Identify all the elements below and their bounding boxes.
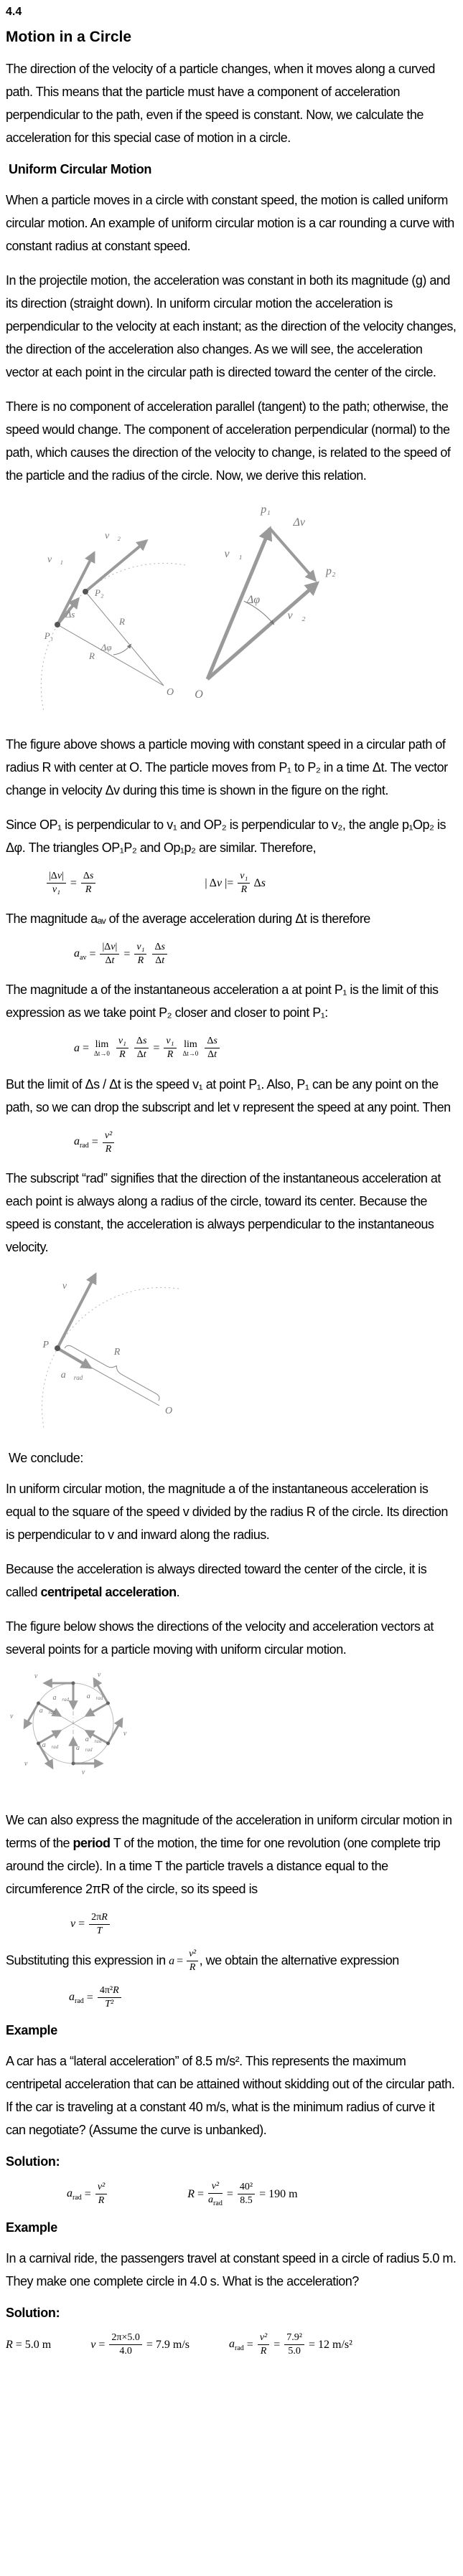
equation-row-limit — [6, 1036, 457, 1061]
velocity-vector — [24, 1703, 39, 1728]
circle-arc-dashed — [42, 1287, 179, 1428]
vector-v2 — [207, 583, 317, 679]
acceleration-vector — [86, 1703, 108, 1716]
paragraph-instantaneous-acceleration: The magnitude a of the instantaneous acceleration a at point P₁ is the limit of this expression as we take point P₂ closer and closer to point P₁: — [6, 982, 439, 1021]
equation-dv-ratio: $\frac{|\Delta v|}{\text{v₁}}$ = $\frac{\Delta s}{R}$ — [45, 871, 97, 896]
figure-radial-acceleration — [6, 1266, 457, 1438]
label-v: v⃗ — [97, 1670, 107, 1679]
equation-row-dv — [6, 871, 457, 896]
label-point-p1: p₁ — [261, 503, 271, 516]
label-center-O: O — [167, 687, 174, 698]
particle-dot — [106, 1701, 110, 1705]
paragraph-period — [6, 1809, 457, 1900]
equation-solution2-speed: v = $\frac{2\pi\times 5.0}{4.0}$ = 7.9 m/s — [90, 2332, 190, 2357]
paragraph-projectile-comparison: In the projectile motion, the acceleration was constant in both its magnitude (g) and its direction (straight down). In uniform circular motion the acceleration is perpendicular to the velocity at each instant; as the direction of the velocity changes, the direction of the acceleration also changes. As we will see, the acceleration vector at each point in the circular path is directed toward the center of the circle. — [6, 273, 457, 379]
label-point-P: P — [42, 1339, 49, 1350]
equation-centripetal-acceleration: $a_{rad}$ = $\frac{\text{v²}}{R}$ — [74, 1130, 116, 1155]
label-a-rad: $a⃗_{rad}$ — [85, 1735, 102, 1744]
label-v: v⃗ — [34, 1672, 44, 1680]
equation-row-solution-2 — [6, 2332, 457, 2357]
period-text-before: We can also express the magnitude of the acceleration in uniform circular motion in terms of the — [6, 1812, 452, 1850]
paragraph-average-acceleration: The magnitude aₐᵥ of the average acceleration during Δt is therefore — [6, 911, 370, 927]
inline-equation-a-v2R: a = $\frac{\text{v²}}{R}$ — [169, 1948, 199, 1974]
label-a-rad: $a⃗_{rad}$ — [42, 1741, 59, 1750]
label-v: v⃗ — [9, 1712, 19, 1720]
label-radius-R: R — [113, 1346, 121, 1358]
diagram-circular-path — [41, 531, 185, 711]
label-v1-vector: v⃗₁ — [47, 554, 63, 565]
particle-dot — [37, 1741, 40, 1745]
page-title: Motion in a Circle — [6, 29, 132, 45]
label-angle-dphi: Δφ — [246, 594, 261, 606]
point-lower-left — [24, 1730, 60, 1768]
equation-row-speed-period — [6, 1912, 457, 1937]
label-v: v⃗ — [123, 1729, 133, 1738]
equation-solution2-acceleration: $a_{rad}$ = $\frac{\text{v²}}{R}$ = $\frac{\text{7.9²}}{5.0}$ = 12 m/s² — [229, 2332, 352, 2357]
label-point-p2: p₂ — [326, 565, 336, 577]
paragraph-example-1: A car has a “lateral acceleration” of 8.5 m/s². This represents the maximum centripetal acceleration that can be attained without skidding out of the circular path. If the car is traveling at a constant 40 m/s, what is the minimum radius of curve it can negotiate? (Assume the curve is unbanked). — [6, 2054, 455, 2138]
paragraph-substituting — [6, 1948, 457, 1974]
equation-arad-period: $a_{rad}$ = $\frac{\text{4π²R}}{\text{T²}}$ — [69, 1985, 123, 2010]
heading-solution-2: Solution: — [6, 2306, 60, 2321]
diagram-vector-triangle — [195, 503, 336, 701]
radius-line-OP2 — [85, 592, 164, 686]
label-a-rad: $a⃗_{rad}$ — [60, 1369, 83, 1381]
paragraph-example-2: In a carnival ride, the passengers travel at constant speed in a circle of radius 5.0 m. They make one complete circle in 4.0 s. What is the acceleration? — [6, 2251, 457, 2289]
label-velocity-v: v⃗ — [62, 1280, 75, 1292]
paragraph-limit-speed: But the limit of Δs / Δt is the speed v₁ at point P₁. Also, P₁ can be any point on the path, so we can drop the subscript and let v represent the speed at any point. Then — [6, 1076, 451, 1114]
paragraph-rad-subscript: The subscript “rad” signifies that the direction of the instantaneous acceleration at each point is always along a radius of the circle, toward its center. Because the speed is constant, the acceleration is always perpendicular to the instantaneous velocity. — [6, 1170, 441, 1254]
figure-vectors-around-circle — [6, 1668, 457, 1797]
particle-dot — [72, 1681, 75, 1685]
label-a-rad: $a⃗_{rad}$ — [39, 1706, 56, 1715]
substituting-text-after: , we obtain the alternative expression — [199, 1953, 399, 1968]
equation-row-solution-1 — [6, 2181, 457, 2207]
centripetal-text-after: . — [176, 1584, 180, 1599]
equation-row-arad — [6, 1130, 457, 1155]
vector-dv — [270, 529, 315, 580]
figure-velocity-change — [6, 494, 457, 721]
equation-row-arad-period — [6, 1985, 457, 2010]
label-v2-vector: v⃗₂ — [105, 531, 121, 541]
particle-dot — [37, 1701, 40, 1705]
label-origin-O: O — [195, 688, 203, 701]
label-a-rad: $a⃗_{rad}$ — [86, 1692, 103, 1701]
point-upper-right — [86, 1671, 110, 1716]
label-v1: v⃗₁ — [224, 548, 243, 560]
angle-arc-arrow — [113, 645, 131, 655]
figure-velocity-change-svg — [6, 494, 436, 718]
label-radius-upper: R — [119, 616, 125, 627]
label-point-P1: P₁ — [44, 630, 54, 641]
label-point-P2: P₂ — [95, 587, 104, 598]
substituting-text-before: Substituting this expression in — [6, 1953, 169, 1968]
paragraph-figure-below: The figure below shows the directions of the velocity and acceleration vectors at several points for a particle moving with uniform circular motion. — [6, 1619, 434, 1657]
label-radius-lower: R — [89, 650, 95, 661]
equation-dv-magnitude: | Δ v |= $\frac{\text{v₁}}{R}$ Δ s — [205, 871, 266, 896]
heading-uniform-circular-motion: Uniform Circular Motion — [9, 162, 152, 176]
point-upper-left — [10, 1701, 60, 1728]
equation-solution2-radius: R = 5.0 m — [6, 2338, 52, 2351]
label-v: v⃗ — [81, 1768, 91, 1776]
label-v: v⃗ — [24, 1759, 34, 1768]
label-v2: v⃗₂ — [287, 610, 306, 622]
radial-acceleration-vector — [57, 1348, 90, 1368]
radius-line-OP1 — [57, 625, 164, 686]
paragraph-ucm-definition: When a particle moves in a circle with constant speed, the motion is called uniform circular motion. An example of uniform circular motion is a car rounding a curve with constant radius at constant speed. — [6, 193, 454, 253]
heading-solution-1: Solution: — [6, 2154, 60, 2169]
heading-example-2: Example — [6, 2220, 57, 2235]
circle-arc-dashed — [41, 563, 185, 711]
label-a-rad: $a⃗_{rad}$ — [76, 1743, 93, 1753]
equation-average-acceleration: $a_{av}$ = $\frac{|\Delta v|}{\Delta t}$ = $\frac{\text{v₁}}{R}$ $\frac{\Delta s}{\Delta t}$ — [74, 942, 169, 967]
period-text-after: T of the motion, the time for one revolution (one complete trip around the circle). In a time T the particle travels a distance equal to the circumference 2πR of the circle, so its speed is — [6, 1835, 441, 1896]
equation-limit: a = lim Δt→0 $\frac{\text{v₁}}{R}$ $\frac{\Delta s}{\Delta t}$ = $\frac{\text{v₁}}{R}$ lim Δt→0 $\frac{\Delta s}{\Delta t}$ — [74, 1036, 221, 1061]
point-P1-dot — [55, 622, 60, 628]
paragraph-no-parallel-component: There is no component of acceleration parallel (tangent) to the path; otherwise, the speed would change. The component of acceleration perpendicular (normal) to the path, which causes the direction of the velocity to change, is related to the speed of the particle and the radius of the circle. Now, we derive this relation. — [6, 399, 451, 483]
centripetal-text-before: Because the acceleration is always directed toward the center of the circle, it is called — [6, 1561, 427, 1599]
figure-vectors-around-circle-svg — [6, 1668, 171, 1794]
conclude-lead: We conclude: — [9, 1450, 83, 1465]
centripetal-term-bold: centripetal acceleration — [40, 1584, 177, 1599]
paragraph-figure-description: The figure above shows a particle moving with constant speed in a circular path of radius R with center at O. The particle moves from P₁ to P₂ in a time Δt. The vector change in velocity Δv during this time is shown in the figure on the right. — [6, 737, 448, 797]
equation-row-aav — [6, 942, 457, 967]
figure-radial-acceleration-svg — [6, 1266, 221, 1434]
point-P2-dot — [83, 589, 88, 595]
point-top — [34, 1672, 75, 1708]
paragraph-conclusion: In uniform circular motion, the magnitude a of the instantaneous acceleration is equal to the square of the speed v divided by the radius R of the circle. Its direction is perpendicular to v and inward along the radius. — [6, 1481, 448, 1542]
particle-dot — [106, 1741, 110, 1745]
particle-dot — [72, 1761, 75, 1765]
label-center-O: O — [165, 1405, 173, 1416]
equation-solution1-radius: R = $\frac{\text{v²}}{a_{rad}}$ = $\frac{\text{40²}}{8.5}$ = 190 m — [187, 2181, 298, 2208]
equation-solution1-arad: $a_{rad}$ = $\frac{\text{v²}}{R}$ — [67, 2182, 108, 2207]
equation-speed-period: v = $\frac{2\pi R}{T}$ — [70, 1912, 111, 1937]
point-P-dot — [55, 1345, 60, 1351]
period-term-bold: period — [73, 1835, 111, 1850]
point-lower-right — [85, 1719, 132, 1746]
paragraph-intro: The direction of the velocity of a particle changes, when it moves along a curved path. This means that the particle must have a component of acceleration perpendicular to the path, even if the speed is constant. Now, we calculate the acceleration for this special case of motion in a circle. — [6, 62, 435, 145]
velocity-vector — [108, 1719, 123, 1743]
label-arc-length-ds: Δs — [65, 609, 75, 620]
paragraph-centripetal — [6, 1558, 457, 1604]
label-delta-v: Δv⃗ — [293, 516, 314, 529]
label-angle-dphi: Δφ — [100, 642, 112, 653]
section-number: 4.4 — [6, 6, 22, 18]
label-a-rad: $a⃗_{rad}$ — [52, 1693, 69, 1703]
paragraph-similar-triangles: Since OP₁ is perpendicular to v₁ and OP₂ is perpendicular to v₂, the angle p₁Op₂ is Δφ. The triangles OP₁P₂ and Op₁p₂ are similar. Therefore, — [6, 818, 446, 855]
heading-example-1: Example — [6, 2023, 57, 2038]
